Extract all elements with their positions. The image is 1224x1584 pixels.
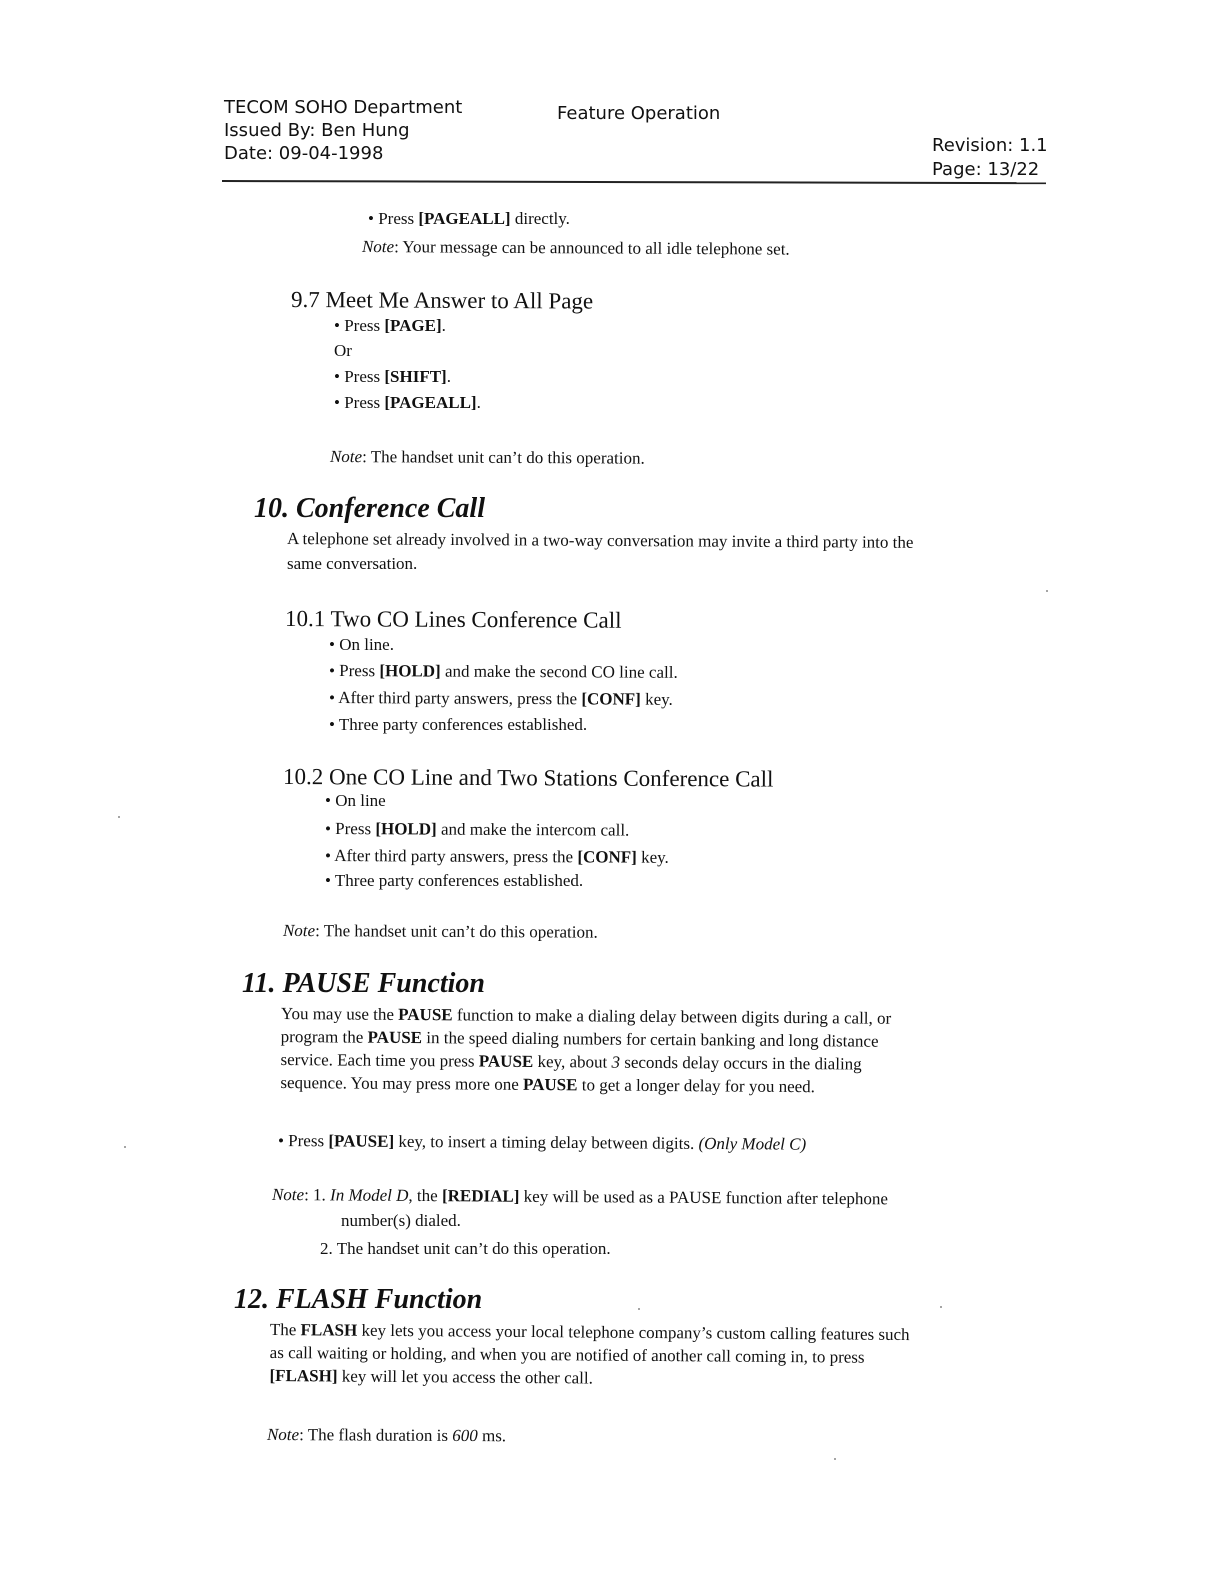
s97-or: Or	[334, 341, 352, 360]
s97-bullet-page: • Press [PAGE].	[334, 316, 446, 335]
header-title: Feature Operation	[557, 103, 721, 124]
header-divider	[222, 180, 1046, 184]
s101-bullet-4: • Three party conferences established.	[329, 715, 588, 734]
section-10-title: 10. Conference Call	[254, 493, 485, 524]
section-11-title: 11. PAUSE Function	[242, 968, 486, 999]
s10-note: Note: The handset unit can’t do this operation.	[282, 921, 598, 942]
s97-note: Note: The handset unit can’t do this operation.	[329, 447, 645, 468]
s10-desc-2: same conversation.	[287, 554, 418, 573]
s102-bullet-4: • Three party conferences established.	[325, 871, 584, 890]
s11-note-2: 2. The handset unit can’t do this operation.	[320, 1239, 611, 1258]
pageall-bullet: • Press [PAGEALL] directly.	[368, 209, 570, 228]
header-dept: TECOM SOHO Department	[224, 97, 463, 118]
section-9-7-title: 9.7 Meet Me Answer to All Page	[290, 287, 594, 314]
s11-bullet: • Press [PAUSE] key, to insert a timing delay between digits. (Only Model C)	[277, 1131, 807, 1154]
section-10-2-title: 10.2 One CO Line and Two Stations Conference Call	[282, 764, 774, 792]
section-10-1-title: 10.1 Two CO Lines Conference Call	[284, 606, 622, 633]
s11-note-1-cont: number(s) dialed.	[341, 1211, 461, 1230]
s12-note: Note: The flash duration is 600 ms.	[266, 1425, 507, 1446]
s102-bullet-3: • After third party answers, press the [CONF] key.	[324, 846, 669, 867]
s102-bullet-2: • Press [HOLD] and make the intercom call.	[324, 819, 630, 840]
header-date: Date: 09-04-1998	[224, 143, 384, 164]
scan-speck	[638, 1308, 640, 1310]
s11-paragraph: You may use the PAUSE function to make a dialing delay between digits during a call, or program the PAUSE in the speed dialing numbers for certain banking and long distance service. Each time you press PAUSE key, about 3 seconds delay occurs in the dialing sequence. You may press more one PAUSE to get a longer delay for you need.	[280, 1003, 892, 1097]
s102-bullet-1: • On line	[325, 791, 386, 810]
s101-bullet-1: • On line.	[329, 635, 394, 654]
header-page: Page: 13/22	[932, 159, 1040, 180]
s101-bullet-2: • Press [HOLD] and make the second CO line call.	[328, 661, 678, 682]
header-issued: Issued By: Ben Hung	[224, 120, 410, 141]
s12-paragraph: The FLASH key lets you access your local telephone company’s custom calling features such as call waiting or holding, and when you are notified of another call coming in, to press [FLASH] key will let you access the other call.	[269, 1319, 910, 1388]
s11-note-1: Note: 1. In Model D, the [REDIAL] key will be used as a PAUSE function after telephone	[271, 1185, 889, 1209]
section-12-title: 12. FLASH Function	[234, 1284, 483, 1315]
scan-speck	[118, 816, 120, 818]
s97-bullet-shift: • Press [SHIFT].	[334, 367, 451, 386]
pageall-note: Note: Your message can be announced to all idle telephone set.	[361, 237, 790, 259]
s10-desc-1: A telephone set already involved in a two-way conversation may invite a third party into the	[286, 529, 914, 552]
scan-speck	[124, 1146, 126, 1148]
scan-speck	[1046, 590, 1048, 592]
scan-speck	[834, 1458, 836, 1460]
header-revision: Revision: 1.1	[932, 135, 1048, 156]
s97-bullet-pageall: • Press [PAGEALL].	[334, 393, 481, 412]
s101-bullet-3: • After third party answers, press the [CONF] key.	[328, 688, 673, 709]
scan-speck	[940, 1306, 942, 1308]
